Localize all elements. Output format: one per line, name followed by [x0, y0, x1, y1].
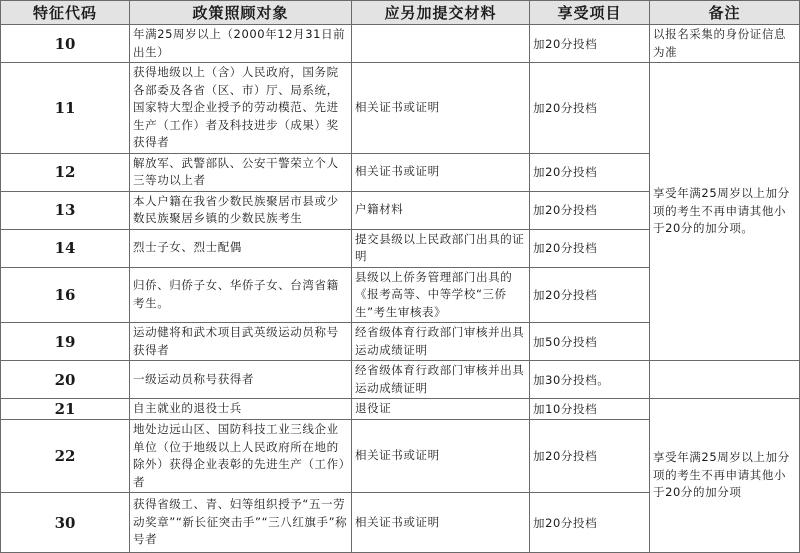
- code-cell: 20: [1, 361, 130, 399]
- target-cell: 一级运动员称号获得者: [130, 361, 352, 399]
- item-cell: 加50分投档: [530, 323, 650, 361]
- target-cell: 年满25周岁以上（2000年12月31日前出生）: [130, 25, 352, 63]
- material-cell: 县级以上侨务管理部门出具的《报考高等、中等学校“三侨生”考生审核表》: [352, 267, 530, 323]
- material-cell: 经省级体育行政部门审核并出具运动成绩证明: [352, 323, 530, 361]
- item-cell: 加20分投档: [530, 153, 650, 191]
- table-row: [1, 25, 800, 63]
- code-cell: 22: [1, 420, 130, 493]
- item-cell: 加20分投档: [530, 267, 650, 323]
- header-target: 政策照顾对象: [130, 1, 352, 25]
- target-cell: 解放军、武警部队、公安干警荣立个人三等功以上者: [130, 153, 352, 191]
- code-cell: 19: [1, 323, 130, 361]
- header-material: 应另加提交材料: [352, 1, 530, 25]
- material-cell: 户籍材料: [352, 191, 530, 229]
- item-cell: 加20分投档: [530, 25, 650, 63]
- code-cell: 16: [1, 267, 130, 323]
- material-cell: 提交县级以上民政部门出具的证明: [352, 229, 530, 267]
- target-cell: 运动健将和武术项目武英级运动员称号获得者: [130, 323, 352, 361]
- target-cell: 获得省级工、青、妇等组织授予“五一劳动奖章”“新长征突击手”“三八红旗手”称号者: [130, 493, 352, 553]
- code-cell: 21: [1, 399, 130, 420]
- target-cell: 自主就业的退役士兵: [130, 399, 352, 420]
- table-row: [1, 361, 800, 399]
- header-code: 特征代码: [1, 1, 130, 25]
- header-row: [1, 1, 800, 25]
- item-cell: 加10分投档: [530, 399, 650, 420]
- target-cell: 本人户籍在我省少数民族聚居市县或少数民族聚居乡镇的少数民族考生: [130, 191, 352, 229]
- item-cell: 加30分投档。: [530, 361, 650, 399]
- item-cell: 加20分投档: [530, 63, 650, 154]
- material-cell: 相关证书或证明: [352, 420, 530, 493]
- item-cell: 加20分投档: [530, 493, 650, 553]
- target-cell: 归侨、归侨子女、华侨子女、台湾省籍考生。: [130, 267, 352, 323]
- code-cell: 14: [1, 229, 130, 267]
- material-cell: 相关证书或证明: [352, 63, 530, 154]
- code-cell: 12: [1, 153, 130, 191]
- material-cell: [352, 25, 530, 63]
- note-cell: 享受年满25周岁以上加分项的考生不再申请其他小于20分的加分项: [650, 399, 800, 553]
- item-cell: 加20分投档: [530, 229, 650, 267]
- target-cell: 获得地级以上（含）人民政府，国务院各部委及各省（区、市）厅、局系统，国家特大型企业授予的劳动模范、先进生产（工作）者及科技进步（成果）奖获得者: [130, 63, 352, 154]
- material-cell: 经省级体育行政部门审核并出具运动成绩证明: [352, 361, 530, 399]
- code-cell: 13: [1, 191, 130, 229]
- target-cell: 地处边远山区、国防科技工业三线企业单位（位于地级以上人民政府所在地的除外）获得企业表彰的先进生产（工作）者: [130, 420, 352, 493]
- note-cell: 享受年满25周岁以上加分项的考生不再申请其他小于20分的加分项。: [650, 63, 800, 361]
- item-cell: 加20分投档: [530, 420, 650, 493]
- table-row: [1, 399, 800, 420]
- target-cell: 烈士子女、烈士配偶: [130, 229, 352, 267]
- code-cell: 11: [1, 63, 130, 154]
- material-cell: 相关证书或证明: [352, 153, 530, 191]
- table-row: [1, 63, 800, 154]
- note-cell-empty: [650, 361, 800, 399]
- header-note: 备注: [650, 1, 800, 25]
- code-cell: 30: [1, 493, 130, 553]
- item-cell: 加20分投档: [530, 191, 650, 229]
- header-item: 享受项目: [530, 1, 650, 25]
- code-cell: 10: [1, 25, 130, 63]
- note-cell: 以报名采集的身份证信息为准: [650, 25, 800, 63]
- material-cell: 退役证: [352, 399, 530, 420]
- material-cell: 相关证书或证明: [352, 493, 530, 553]
